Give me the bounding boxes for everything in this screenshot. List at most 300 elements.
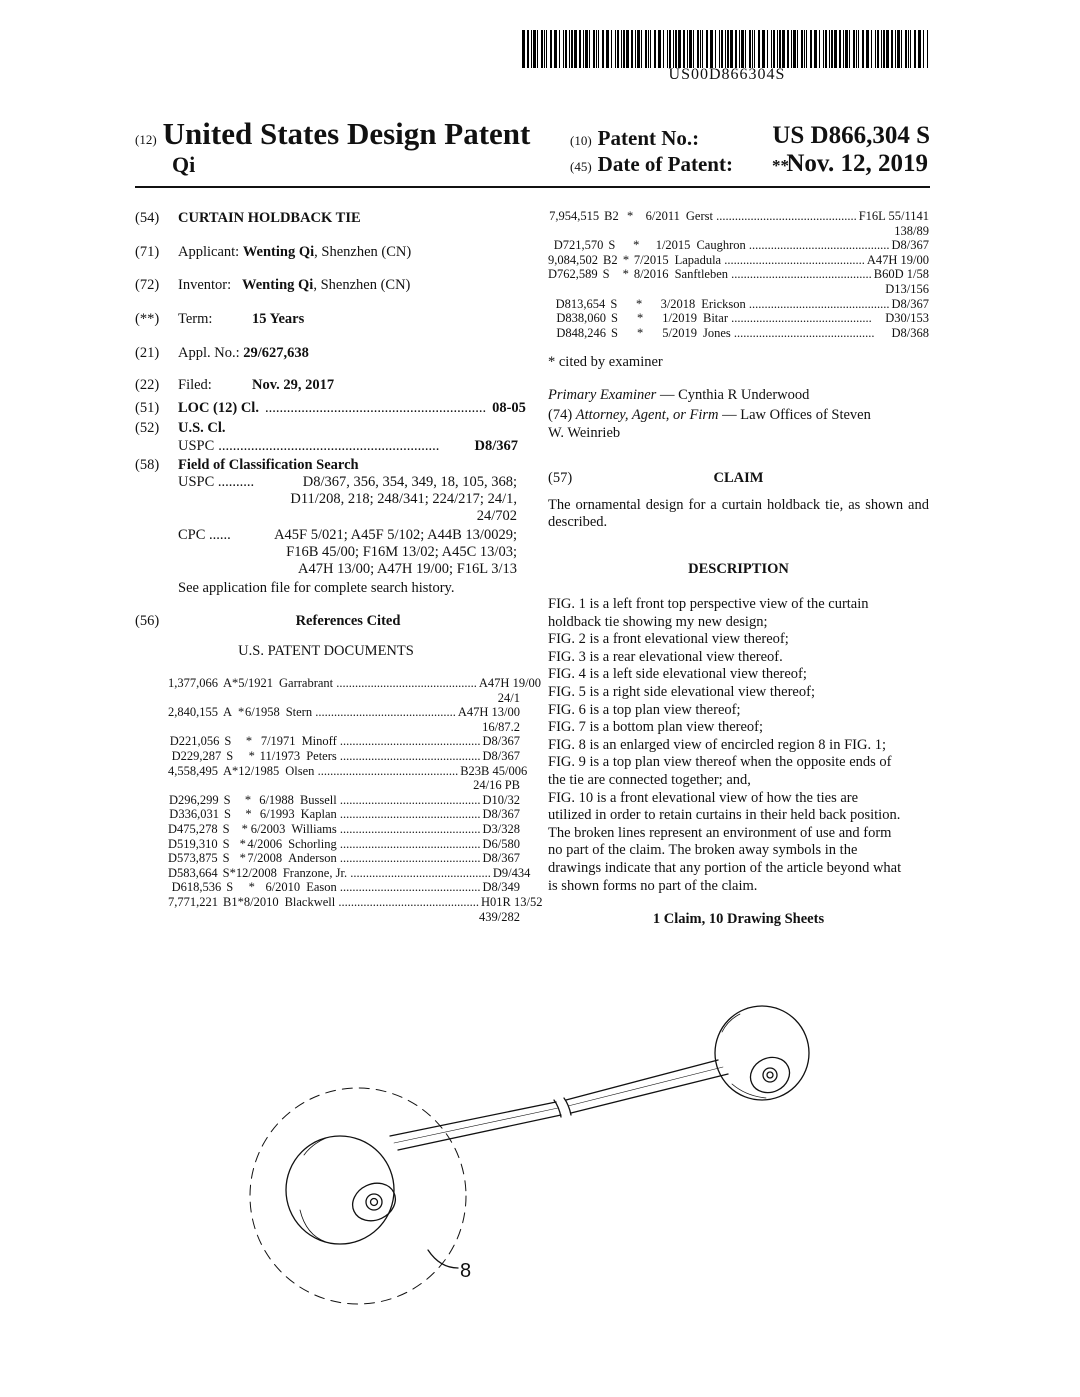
barcode-bar	[908, 30, 909, 68]
ref-star: *	[248, 748, 255, 763]
inventor-code: (72)	[135, 277, 160, 293]
ref-class: D8/367	[482, 734, 520, 749]
ref-number: D583,664	[168, 865, 218, 880]
ref-number: 7,954,515	[549, 209, 600, 223]
ref-name: Blackwell .............................................	[284, 894, 480, 909]
ref-kind: S	[222, 821, 230, 836]
barcode-bar	[606, 30, 609, 68]
ref-class: D10/32	[482, 792, 520, 807]
ref-star: *	[636, 296, 643, 311]
primary-examiner: Primary Examiner — Cynthia R Underwood	[548, 387, 810, 403]
ref-date: 5/2019	[662, 325, 697, 340]
barcode-bar	[598, 30, 599, 68]
reference-row	[548, 267, 929, 282]
right-end-hole	[767, 1072, 773, 1078]
rod-lower-edge	[398, 1074, 728, 1150]
description-line: FIG. 8 is an enlarged view of encircled region 8 in FIG. 1;	[548, 736, 886, 753]
ref-date: 7/2008	[247, 851, 283, 866]
barcode-bar	[901, 30, 902, 68]
reference-row	[168, 865, 531, 881]
barcode-bar	[745, 30, 746, 68]
ref-class: D8/367	[482, 748, 520, 763]
refs-title: References Cited	[295, 613, 401, 629]
title-code: (54)	[135, 210, 160, 226]
right-ball	[715, 1006, 809, 1100]
barcode-bar	[927, 30, 928, 68]
left-ball	[286, 1136, 394, 1244]
barcode-bar	[773, 30, 775, 68]
barcode-bar	[793, 30, 796, 68]
ref-number: D848,246	[556, 325, 606, 340]
ref-number: D221,056	[169, 734, 220, 749]
description-line: FIG. 2 is a front elevational view thereof;	[548, 631, 789, 648]
ref-date: 6/1993	[259, 807, 295, 822]
ref-number: D618,536	[171, 880, 222, 895]
ref-name: Kaplan .............................................	[300, 807, 481, 822]
ref-kind: S	[223, 807, 231, 822]
ref-name: Anderson .............................................	[288, 851, 481, 866]
ref-date: 7/2015	[633, 252, 669, 267]
ref-name: Bussell .............................................	[299, 792, 481, 807]
barcode-bar	[621, 30, 622, 68]
filed-code: (22)	[135, 377, 160, 393]
barcode-bar	[645, 30, 647, 68]
reference-class-cont: D13/156	[885, 281, 929, 296]
barcode-bar	[801, 30, 803, 68]
ref-date: 12/1985	[238, 763, 280, 778]
ref-star: *	[248, 880, 255, 895]
ref-class: D9/434	[492, 865, 531, 880]
reference-row	[168, 851, 520, 866]
barcode-bar	[596, 30, 597, 68]
barcode-bar	[531, 30, 532, 68]
barcode-bar	[762, 30, 765, 68]
barcode-bar	[849, 30, 850, 68]
reference-class-cont: 24/1	[497, 690, 520, 705]
leader-line	[428, 1250, 458, 1268]
reference-row	[168, 705, 520, 720]
reference-row	[548, 326, 929, 341]
description-line: the tie are connected together; and,	[548, 771, 751, 788]
description-line: The broken lines represent an environment of use and form	[548, 824, 892, 841]
header-rule	[135, 186, 930, 188]
barcode-bar	[858, 30, 859, 68]
ref-date: 5/1921	[238, 676, 274, 690]
ref-star: *	[627, 209, 634, 223]
ref-kind: B1	[223, 894, 238, 909]
barcode-bar	[758, 30, 760, 68]
ref-kind: S	[608, 238, 616, 253]
barcode-bar	[771, 30, 772, 68]
ref-class: D8/349	[482, 880, 520, 895]
barcode-bar	[875, 30, 876, 68]
barcode-bar	[658, 30, 661, 68]
field-cpc-label: CPC ......	[178, 527, 231, 543]
barcode-bar	[918, 30, 921, 68]
date-marker: **	[772, 156, 789, 175]
appl-code: (21)	[135, 345, 160, 361]
reference-row	[168, 822, 520, 837]
description-line: FIG. 1 is a left front top perspective view of the curtain	[548, 596, 869, 612]
barcode-bar	[589, 30, 590, 68]
ref-class: D30/153	[885, 311, 929, 326]
rod-center-line	[394, 1067, 723, 1143]
barcode-bar	[522, 30, 525, 68]
barcode-bar	[914, 30, 916, 68]
ref-kind: A	[223, 676, 233, 690]
ref-date: 1/2015	[655, 238, 691, 253]
patent-date: Nov. 12, 2019	[786, 150, 928, 177]
description-body	[548, 596, 929, 895]
barcode-bar	[623, 30, 625, 68]
region-label: 8	[460, 1260, 472, 1282]
barcode-bar	[550, 30, 552, 68]
field-uspc-values: D8/367, 356, 354, 349, 18, 105, 368; D11/208, 218; 248/341; 224/217; 24/1, 24/702	[290, 474, 517, 524]
barcode-bar	[602, 30, 604, 68]
ref-number: 1,377,066	[168, 676, 218, 690]
barcode-bar	[741, 30, 744, 68]
ref-date: 6/2003	[250, 821, 286, 836]
field-uspc-label: USPC ..........	[178, 474, 255, 490]
barcode-bar	[715, 30, 716, 68]
ref-star: *	[238, 705, 245, 720]
barcode-bar	[583, 30, 584, 68]
ref-number: D721,570	[553, 238, 604, 253]
reference-class-cont: 16/87.2	[482, 719, 520, 734]
ref-class: D8/367	[891, 296, 929, 311]
description-line: FIG. 6 is a top plan view thereof;	[548, 701, 741, 718]
claim-text: The ornamental design for a curtain holdback tie, as shown and described.	[548, 497, 929, 530]
barcode-bar	[669, 30, 671, 68]
barcode-bar	[853, 30, 855, 68]
barcode-bar	[648, 30, 649, 68]
barcode-bar	[787, 30, 789, 68]
ref-name: Gerst .............................................	[685, 209, 857, 223]
barcode-bar	[541, 30, 543, 68]
reference-row	[548, 209, 929, 224]
ref-name: Bitar .............................................	[703, 311, 872, 326]
description-line: drawings indicate that any portion of the article beyond what	[548, 859, 902, 876]
term-value: 15 Years	[252, 311, 305, 327]
barcode-bar	[574, 30, 577, 68]
ref-number: D762,589	[548, 267, 598, 282]
ref-class: B60D 1/58	[873, 267, 929, 282]
barcode-bar	[829, 30, 830, 68]
barcode-bar	[710, 30, 713, 68]
ref-date: 8/2010	[243, 894, 279, 909]
ref-kind: A	[223, 763, 233, 778]
ref-class: D8/367	[891, 238, 929, 253]
ref-class: A47H 19/00	[866, 252, 930, 267]
ref-class: A47H 13/00	[457, 705, 520, 720]
ref-number: 7,771,221	[168, 894, 218, 909]
break-symbol	[554, 1098, 571, 1117]
barcode-bar	[782, 30, 785, 68]
reference-row	[548, 311, 929, 326]
description-title: DESCRIPTION	[688, 561, 789, 577]
description-line: FIG. 4 is a left side elevational view thereof;	[548, 666, 807, 683]
inventor-field: Inventor: Wenting Qi, Shenzhen (CN)	[178, 277, 411, 293]
barcode-bar	[735, 30, 737, 68]
reference-row	[168, 894, 543, 910]
reference-class-cont: 24/16 PB	[473, 778, 520, 793]
ref-number: D229,287	[171, 748, 222, 763]
ref-number: 2,840,155	[168, 705, 218, 720]
left-end-hole	[371, 1199, 378, 1206]
ref-class: D8/367	[482, 807, 520, 822]
barcode-bar	[806, 30, 807, 68]
filed-label: Filed:	[178, 377, 212, 393]
applicant-code: (71)	[135, 244, 160, 260]
ref-kind: S	[222, 865, 230, 880]
ref-star: *	[232, 676, 239, 690]
uspc-field: USPC ..... D8/367	[178, 438, 518, 455]
barcode-bar	[641, 30, 642, 68]
description-line: FIG. 3 is a rear elevational view thereof.	[548, 648, 783, 665]
ref-star: *	[637, 311, 644, 326]
barcode-bar	[675, 30, 677, 68]
ref-name: Olsen .............................................	[285, 763, 459, 778]
description-line: no part of the claim. The broken away symbols in the	[548, 842, 858, 859]
barcode-bar	[559, 30, 560, 68]
barcode-bar	[730, 30, 733, 68]
barcode-bar	[810, 30, 812, 68]
us-cl-code: (52)	[135, 420, 160, 436]
ref-number: D813,654	[555, 296, 606, 311]
patent-number: US D866,304 S	[772, 122, 930, 149]
barcode-bar	[585, 30, 588, 68]
ref-date: 12/2008	[235, 865, 277, 880]
barcode-bar	[579, 30, 581, 68]
references-table-left	[168, 676, 543, 924]
barcode-bar	[533, 30, 536, 68]
ref-kind: S	[602, 267, 610, 282]
barcode-bar	[883, 30, 885, 68]
barcode-bar	[725, 30, 726, 68]
barcode-bar	[804, 30, 805, 68]
reference-row	[548, 238, 929, 253]
ref-class: A47H 19/00	[478, 676, 542, 690]
term-label: Term:	[178, 311, 213, 327]
barcode-bar	[719, 30, 720, 68]
ref-name: Erickson .............................................	[701, 296, 890, 311]
ref-class: D6/580	[482, 836, 520, 851]
ref-star: *	[239, 851, 246, 866]
barcode-bar	[779, 30, 781, 68]
barcode-bar	[565, 30, 567, 68]
left-end-nut	[366, 1194, 382, 1210]
ref-kind: S	[611, 311, 618, 326]
barcode-bar	[831, 30, 833, 68]
ref-number: D296,299	[169, 792, 219, 807]
patent-title: CURTAIN HOLDBACK TIE	[178, 210, 361, 226]
barcode-bar	[654, 30, 656, 68]
reference-row	[168, 763, 528, 779]
barcode-bar	[537, 30, 538, 68]
ref-star: *	[633, 238, 640, 253]
barcode-bar	[905, 30, 907, 68]
ref-number: D519,310	[168, 836, 218, 851]
ref-date: 1/2019	[662, 311, 697, 326]
ref-date: 6/2010	[265, 880, 301, 895]
ref-star: *	[245, 807, 252, 822]
barcode-bar	[683, 30, 685, 68]
barcode-bar	[843, 30, 844, 68]
ref-date: 11/1973	[259, 748, 301, 763]
barcode-bar	[791, 30, 792, 68]
applicant-field: Applicant: Wenting Qi, Shenzhen (CN)	[178, 244, 412, 260]
barcode-bar	[650, 30, 651, 68]
us-cl-label: U.S. Cl.	[178, 420, 226, 436]
barcode-bar	[862, 30, 864, 68]
ref-number: D336,031	[169, 807, 219, 822]
right-ball-shade	[722, 1014, 740, 1032]
ref-kind: B2	[604, 209, 619, 223]
barcode-bar	[554, 30, 557, 68]
ref-number: 9,084,502	[548, 252, 598, 267]
reference-class-cont: 439/282	[479, 909, 520, 924]
ref-kind: S	[222, 836, 230, 851]
barcode-bar	[721, 30, 723, 68]
attorney-field: (74) Attorney, Agent, or Firm — Law Offices of Steven	[548, 407, 871, 423]
ref-number: 4,558,495	[168, 763, 218, 778]
ref-name: Jones .............................................	[703, 325, 875, 340]
ref-name: Eason .............................................	[306, 880, 481, 895]
barcode-bar	[754, 30, 755, 68]
ref-date: 7/1971	[260, 734, 296, 749]
refs-code: (56)	[135, 613, 160, 629]
barcode-bar	[563, 30, 564, 68]
ref-kind: S	[611, 325, 618, 340]
reference-row	[168, 837, 520, 852]
barcode-number: US00D866304S	[668, 66, 786, 83]
barcode-bar	[569, 30, 570, 68]
description-line: holdback tie showing my new design;	[548, 613, 768, 630]
barcode-bar	[814, 30, 817, 68]
reference-row	[168, 734, 520, 749]
ref-class: B23B 45/006	[460, 763, 528, 778]
barcode-bar	[845, 30, 848, 68]
document-type: (12) United States Design Patent	[135, 116, 531, 151]
barcode-bar	[617, 30, 619, 68]
ref-class: D8/367	[482, 851, 520, 866]
ref-class: H01R 13/52	[481, 894, 543, 909]
barcode-bar	[823, 30, 824, 68]
barcode-bar	[631, 30, 633, 68]
ref-date: 6/1988	[259, 792, 294, 807]
detail-circle	[250, 1088, 466, 1304]
barcode-bar	[886, 30, 889, 68]
barcode-bar	[825, 30, 827, 68]
right-end-nut	[763, 1068, 777, 1082]
barcode-bar	[881, 30, 882, 68]
ref-class: F16L 55/1141	[858, 209, 929, 223]
claim-title: CLAIM	[713, 470, 764, 486]
references-table-right	[548, 209, 929, 340]
description-line: is shown forms no part of the claim.	[548, 877, 758, 894]
barcode	[522, 30, 932, 68]
barcode-bar	[678, 30, 681, 68]
barcode-bar	[891, 30, 893, 68]
barcode-bar	[727, 30, 729, 68]
us-docs-title: U.S. PATENT DOCUMENTS	[238, 643, 414, 659]
barcode-bar	[667, 30, 668, 68]
barcode-bar	[626, 30, 629, 68]
ref-star: *	[245, 734, 253, 749]
ref-name: Franzone, Jr. .............................................	[282, 865, 491, 880]
barcode-bar	[615, 30, 616, 68]
ref-kind: S	[222, 851, 230, 866]
ref-star: *	[241, 821, 248, 836]
reference-row	[168, 807, 520, 822]
ref-star: *	[244, 792, 252, 807]
barcode-bar	[689, 30, 692, 68]
field-code: (58)	[135, 457, 160, 473]
ref-kind: S	[224, 734, 232, 749]
ref-name: Minoff .............................................	[301, 734, 481, 749]
reference-class-cont: 138/89	[894, 223, 929, 238]
ref-star: *	[229, 865, 236, 880]
loc-field: LOC (12) Cl. ..... 08-05	[178, 400, 518, 417]
reference-row	[548, 253, 929, 268]
barcode-bar	[866, 30, 869, 68]
ref-kind: B2	[603, 252, 618, 267]
inventor-surname: Qi	[172, 152, 196, 177]
description-line: utilized in order to retain curtains in their held back position.	[548, 807, 901, 824]
date-label: (45) Date of Patent:	[570, 152, 733, 176]
ref-kind: S	[610, 296, 618, 311]
ref-number: D573,875	[168, 851, 218, 866]
ref-class: D8/368	[891, 325, 929, 340]
barcode-bar	[697, 30, 699, 68]
reference-row	[168, 676, 542, 691]
barcode-bar	[663, 30, 664, 68]
ref-number: D838,060	[556, 311, 606, 326]
filed-value: Nov. 29, 2017	[252, 377, 335, 393]
barcode-bar	[702, 30, 703, 68]
description-line: FIG. 9 is a top plan view thereof when the opposite ends of	[548, 754, 892, 771]
barcode-bar	[895, 30, 896, 68]
description-line: FIG. 5 is a right side elevational view thereof;	[548, 683, 815, 700]
barcode-bar	[749, 30, 751, 68]
barcode-bar	[797, 30, 798, 68]
barcode-bar	[739, 30, 740, 68]
ref-star: *	[239, 836, 246, 851]
patent-no-label: (10) Patent No.:	[570, 126, 700, 150]
reference-row	[168, 793, 520, 808]
ref-kind: S	[226, 748, 234, 763]
barcode-bar	[923, 30, 924, 68]
barcode-bar	[687, 30, 688, 68]
ref-date: 6/1958	[244, 705, 280, 720]
barcode-bar	[752, 30, 753, 68]
ref-name: Garrabrant .............................................	[279, 676, 477, 690]
description-line: FIG. 7 is a bottom plan view thereof;	[548, 719, 764, 736]
description-line: FIG. 10 is a front elevational view of how the ties are	[548, 789, 859, 806]
barcode-bar	[611, 30, 612, 68]
ref-kind: A	[223, 705, 233, 720]
ref-number: D475,278	[168, 821, 218, 836]
ref-name: Stern .............................................	[285, 705, 456, 720]
ref-star: *	[232, 763, 239, 778]
barcode-bar	[593, 30, 595, 68]
field-note: See application file for complete search history.	[178, 580, 455, 596]
barcode-bar	[767, 30, 768, 68]
barcode-bar	[635, 30, 636, 68]
reference-row	[168, 880, 520, 895]
design-drawing	[270, 950, 830, 1300]
barcode-bar	[637, 30, 640, 68]
